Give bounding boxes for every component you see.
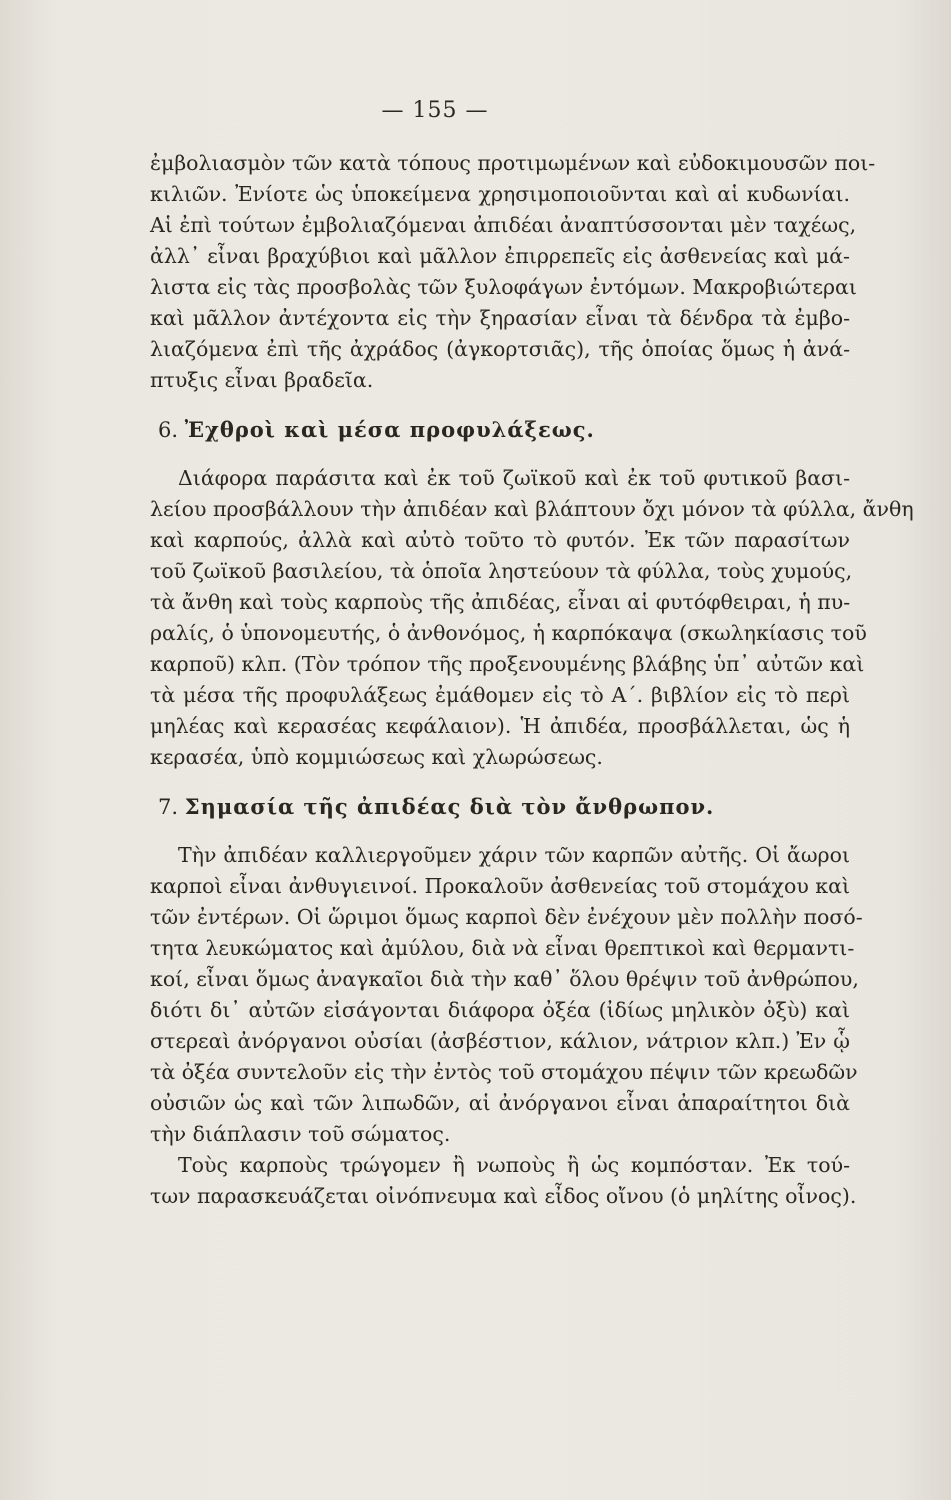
text-line: κερασέα, ὑπὸ κομμιώσεως καὶ χλωρώσεως. [150,745,603,769]
text-line: μηλέας καὶ κερασέας κεφάλαιον). Ἡ ἀπιδέα, προσβάλλεται, ὡς ἡ [150,714,850,738]
text-line: λιστα εἰς τὰς προσβολὰς τῶν ξυλοφάγων ἐντόμων. Μακροβιώτεραι [150,275,857,299]
section-number: 7. [158,795,179,819]
text-line: κιλιῶν. Ἐνίοτε ὡς ὑποκείμενα χρησιμοποιοῦνται καὶ αἱ κυδωνίαι. [150,182,850,206]
text-line: τὰ ἄνθη καὶ τοὺς καρποὺς τῆς ἀπιδέας, εἶναι αἱ φυτόφθειραι, ἡ πυ- [150,590,851,614]
text-line: τὰ ὀξέα συντελοῦν εἰς τὴν ἐντὸς τοῦ στομάχου πέψιν τῶν κρεωδῶν [150,1060,858,1084]
text-line: πτυξις εἶναι βραδεῖα. [150,368,374,392]
text-line: κοί, εἶναι ὅμως ἀναγκαῖοι διὰ τὴν καθ᾽ ὅλου θρέψιν τοῦ ἀνθρώπου, [150,967,859,991]
text-line: των παρασκευάζεται οἰνόπνευμα καὶ εἶδος οἴνου (ὁ μηλίτης οἶνος). [150,1184,857,1208]
text-line: Τοὺς καρποὺς τρώγομεν ἢ νωποὺς ἢ ὡς κομπόσταν. Ἐκ τού- [178,1153,850,1177]
text-line: οὐσιῶν ὡς καὶ τῶν λιπωδῶν, αἱ ἀνόργανοι εἶναι ἀπαραίτητοι διὰ [150,1091,850,1115]
text-line: τῶν ἐντέρων. Οἱ ὥριμοι ὅμως καρποὶ δὲν ἐνέχουν μὲν πολλὴν ποσό- [150,905,863,929]
text-line: καρποὶ εἶναι ἀνθυγιεινοί. Προκαλοῦν ἀσθενείας τοῦ στομάχου καὶ [150,874,850,898]
section-heading-6 [150,414,850,445]
text-line: τὰ μέσα τῆς προφυλάξεως ἐμάθομεν εἰς τὸ Α΄. βιβλίον εἰς τὸ περὶ [150,683,850,707]
text-line: Αἱ ἐπὶ τούτων ἐμβολιαζόμεναι ἀπιδέαι ἀναπτύσσονται μὲν ταχέως, [150,213,857,237]
text-line: καὶ μᾶλλον ἀντέχοντα εἰς τὴν ξηρασίαν εἶναι τὰ δένδρα τὰ ἐμβο- [150,306,850,330]
paragraph-importance [150,840,863,1150]
text-line: λείου προσβάλλουν τὴν ἀπιδέαν καὶ βλάπτουν ὄχι μόνον τὰ φύλλα, ἄνθη [150,497,914,521]
text-line: ἐμβολιασμὸν τῶν κατὰ τόπους προτιμωμένων καὶ εὐδοκιμουσῶν ποι- [150,151,876,175]
section-heading-7 [150,791,850,822]
section-number: 6. [158,418,179,442]
paragraph-grafting [150,148,876,396]
text-line: λιαζόμενα ἐπὶ τῆς ἀχράδος (ἀγκορτσιᾶς), τῆς ὁποίας ὅμως ἡ ἀνά- [150,337,850,361]
text-line: Τὴν ἀπιδέαν καλλιεργοῦμεν χάριν τῶν καρπῶν αὐτῆς. Οἱ ἄωροι [178,843,850,867]
text-line: καὶ καρπούς, ἀλλὰ καὶ αὐτὸ τοῦτο τὸ φυτόν. Ἐκ τῶν παρασίτων [150,528,850,552]
text-line: ἀλλ᾽ εἶναι βραχύβιοι καὶ μᾶλλον ἐπιρρεπεῖς εἰς ἀσθενείας καὶ μά- [150,244,850,268]
text-line: στερεαὶ ἀνόργανοι οὐσίαι (ἀσβέστιον, κάλιον, νάτριον κλπ.) Ἐν ᾧ [150,1029,850,1053]
text-line: Διάφορα παράσιτα καὶ ἐκ τοῦ ζωϊκοῦ καὶ ἐκ τοῦ φυτικοῦ βασι- [178,466,850,490]
text-line: τοῦ ζωϊκοῦ βασιλείου, τὰ ὁποῖα ληστεύουν τὰ φύλλα, τοὺς χυμούς, [150,559,853,583]
text-line: ραλίς, ὁ ὑπονομευτής, ὁ ἀνθονόμος, ἡ καρπόκαψα (σκωληκίασις τοῦ [150,621,867,645]
page-body [150,148,914,1212]
paragraph-consumption [150,1150,857,1212]
text-line: τητα λευκώματος καὶ ἀμύλου, διὰ νὰ εἶναι θρεπτικοὶ καὶ θερμαντι- [150,936,855,960]
text-line: διότι δι᾽ αὐτῶν εἰσάγονται διάφορα ὀξέα (ἰδίως μηλικὸν ὀξὺ) καὶ [150,998,850,1022]
page-number: — 155 — [381,98,489,123]
section-title: Σημασία τῆς ἀπιδέας διὰ τὸν ἄνθρωπον. [184,794,715,819]
paragraph-enemies [150,463,914,773]
text-line: τὴν διάπλασιν τοῦ σώματος. [150,1122,451,1146]
section-title: Ἐχθροὶ καὶ μέσα προφυλάξεως. [184,417,595,442]
text-line: καρποῦ) κλπ. (Τὸν τρόπον τῆς προξενουμένης βλάβης ὑπ᾽ αὐτῶν καὶ [150,652,865,676]
